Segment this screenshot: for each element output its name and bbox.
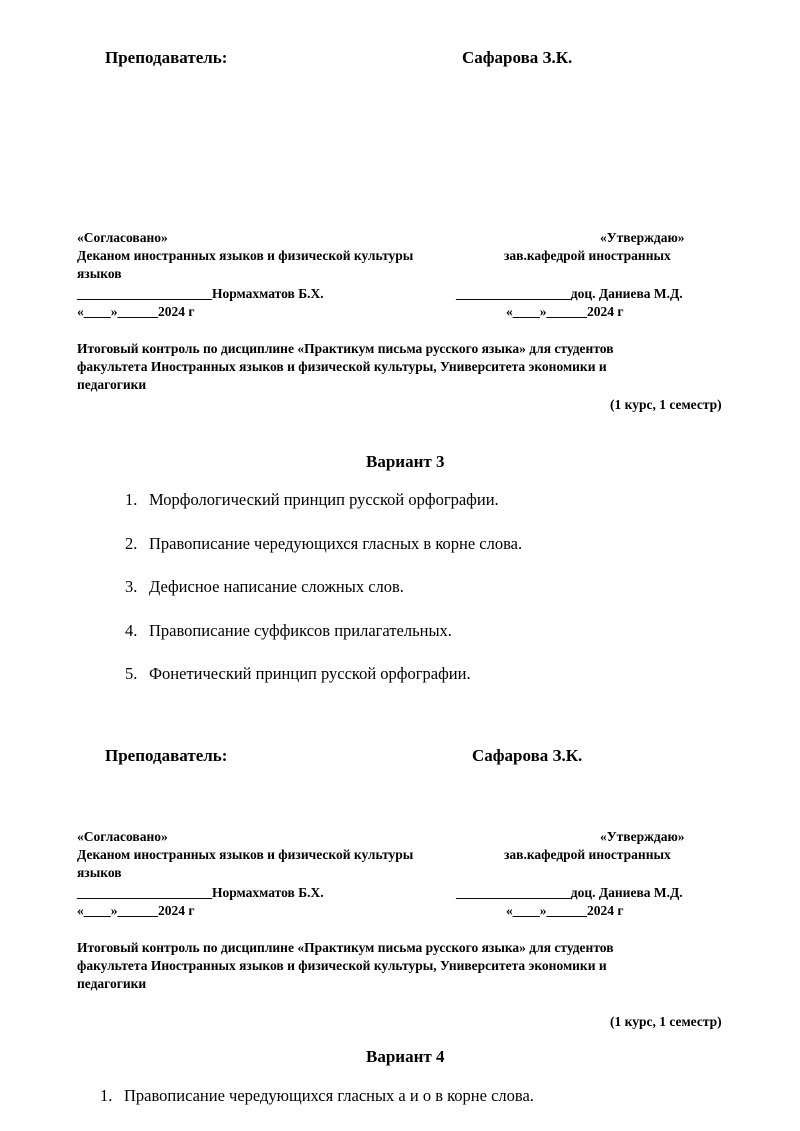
signature-left: ____________________Нормахматов Б.Х. [77,286,324,301]
list-item: 2. Правописание чередующихся гласных в корне слова. [125,534,523,553]
agreed-label: «Согласовано» [77,829,168,844]
head-line: зав.кафедрой иностранных [504,248,671,263]
control-line-1: Итоговый контроль по дисциплине «Практикум письма русского языка» для студентов [77,940,614,955]
list-item: 5. Фонетический принцип русской орфографии. [125,664,471,683]
variant-title: Вариант 4 [366,1047,445,1066]
teacher-label: Преподаватель: [105,48,228,67]
control-line-3: педагогики [77,976,147,991]
dean-line: Деканом иностранных языков и физической культуры [77,847,414,862]
date-right: «____»______2024 г [506,903,624,918]
approved-label: «Утверждаю» [600,230,685,245]
teacher-name: Сафарова З.К. [472,746,583,765]
list-item: 4. Правописание суффиксов прилагательных. [125,621,452,640]
control-line-1: Итоговый контроль по дисциплине «Практикум письма русского языка» для студентов [77,341,614,356]
dean-line-cont: языков [77,865,122,880]
dean-line-cont: языков [77,266,122,281]
agreed-label: «Согласовано» [77,230,168,245]
head-line: зав.кафедрой иностранных [504,847,671,862]
date-left: «____»______2024 г [77,903,195,918]
approved-label: «Утверждаю» [600,829,685,844]
variant-title: Вариант 3 [366,452,445,471]
list-item: 1. Морфологический принцип русской орфографии. [125,490,499,509]
teacher-label: Преподаватель: [105,746,228,765]
list-item: 1. Правописание чередующихся гласных а и о в корне слова. [100,1086,534,1105]
list-item: 3. Дефисное написание сложных слов. [125,577,404,596]
signature-right: _________________доц. Даниева М.Д. [456,286,683,301]
course-label: (1 курс, 1 семестр) [610,1014,722,1029]
dean-line: Деканом иностранных языков и физической культуры [77,248,414,263]
control-line-2: факультета Иностранных языков и физической культуры, Университета экономики и [77,958,607,973]
teacher-name: Сафарова З.К. [462,48,573,67]
control-line-3: педагогики [77,377,147,392]
control-line-2: факультета Иностранных языков и физической культуры, Университета экономики и [77,359,607,374]
date-right: «____»______2024 г [506,304,624,319]
course-label: (1 курс, 1 семестр) [610,397,722,412]
signature-right: _________________доц. Даниева М.Д. [456,885,683,900]
date-left: «____»______2024 г [77,304,195,319]
signature-left: ____________________Нормахматов Б.Х. [77,885,324,900]
